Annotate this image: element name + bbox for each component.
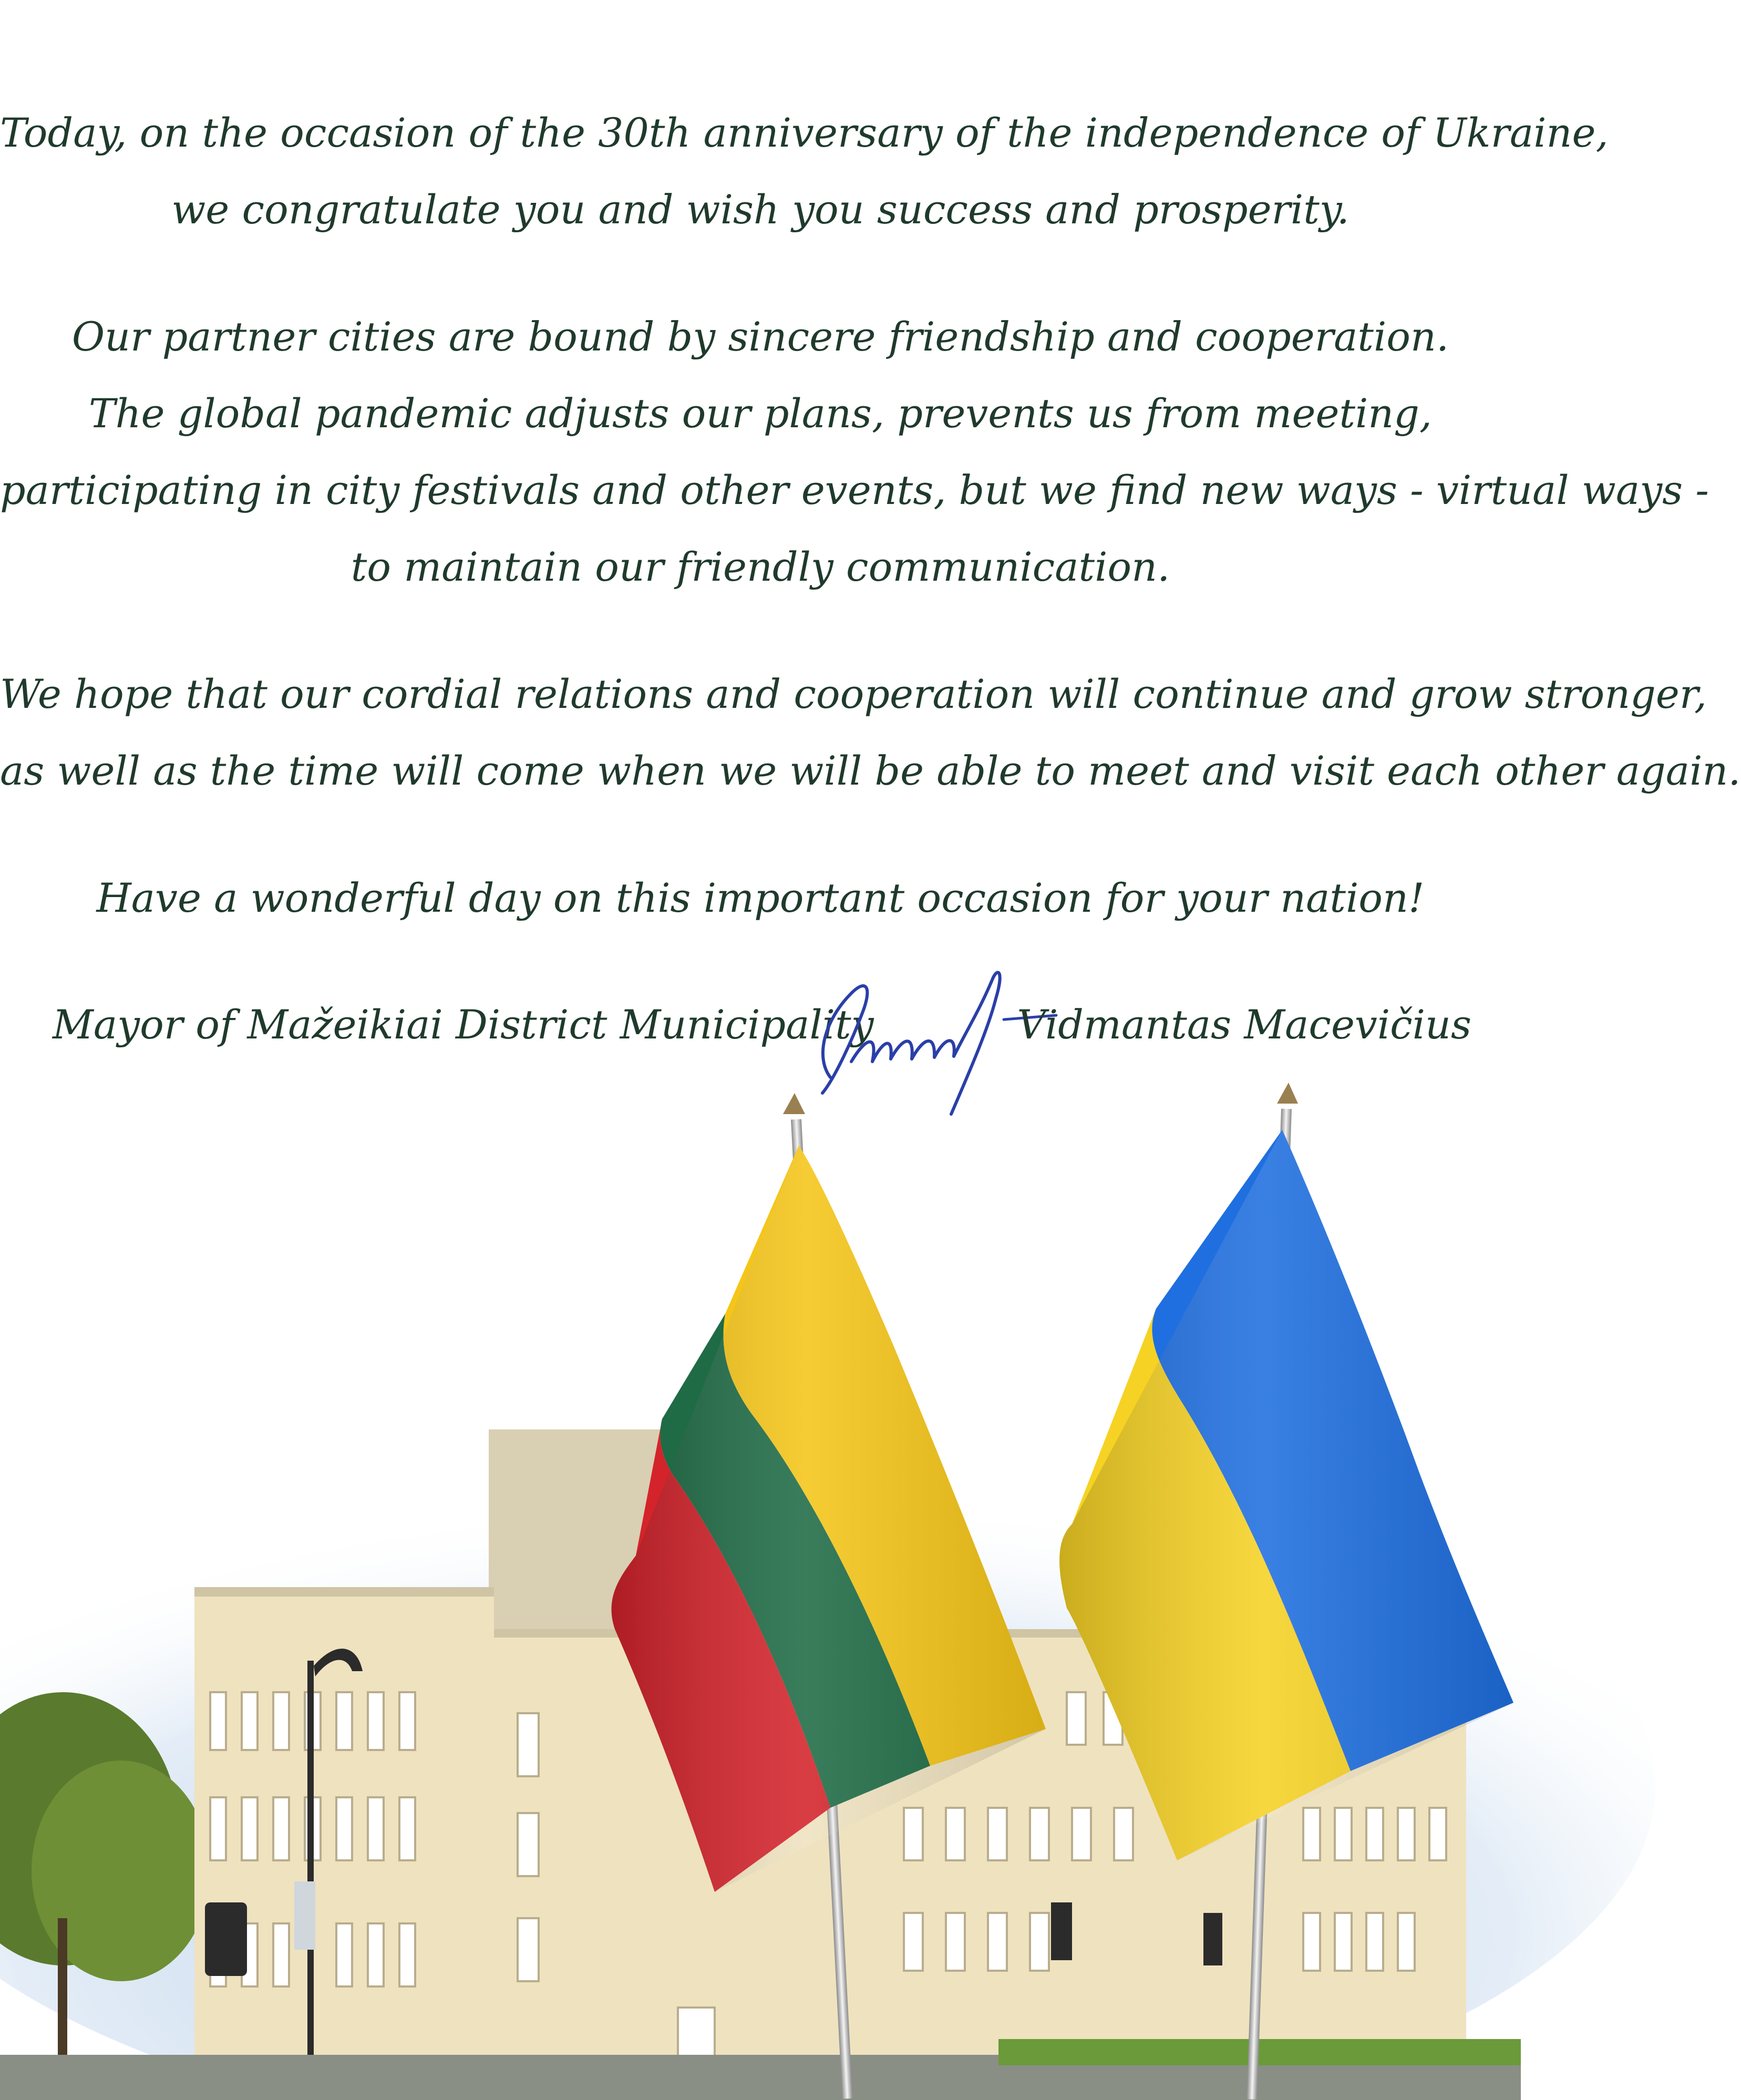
text-line: We hope that our cordial relations and cooperation will continue and grow stronger, [0, 671, 1707, 717]
signatory-name: Vidmantas Macevičius [1017, 1001, 1471, 1048]
paragraph-3 [0, 656, 1741, 809]
paragraph-2 [0, 298, 1709, 605]
text-line: participating in city festivals and other events, but we find new ways - virtual ways - [0, 467, 1709, 513]
city-hall-with-flags-illustration [0, 1051, 1521, 2100]
text-line: as well as the time will come when we will be able to meet and visit each other again. [0, 747, 1741, 794]
text-line: to maintain our friendly communication. [351, 543, 1170, 590]
paragraph-4 [0, 860, 1521, 936]
letter-body [0, 95, 1741, 987]
signatory-title: Mayor of Mažeikiai District Municipality [53, 1001, 874, 1048]
text-line: we congratulate you and wish you success and prosperity. [171, 186, 1349, 233]
paragraph-1 [0, 95, 1609, 248]
text-line: Have a wonderful day on this important occasion for your nation! [96, 874, 1425, 921]
text-line: Today, on the occasion of the 30th anniversary of the independence of Ukraine, [0, 109, 1609, 156]
text-line: The global pandemic adjusts our plans, prevents us from meeting, [88, 390, 1433, 437]
text-line: Our partner cities are bound by sincere friendship and cooperation. [71, 313, 1449, 360]
